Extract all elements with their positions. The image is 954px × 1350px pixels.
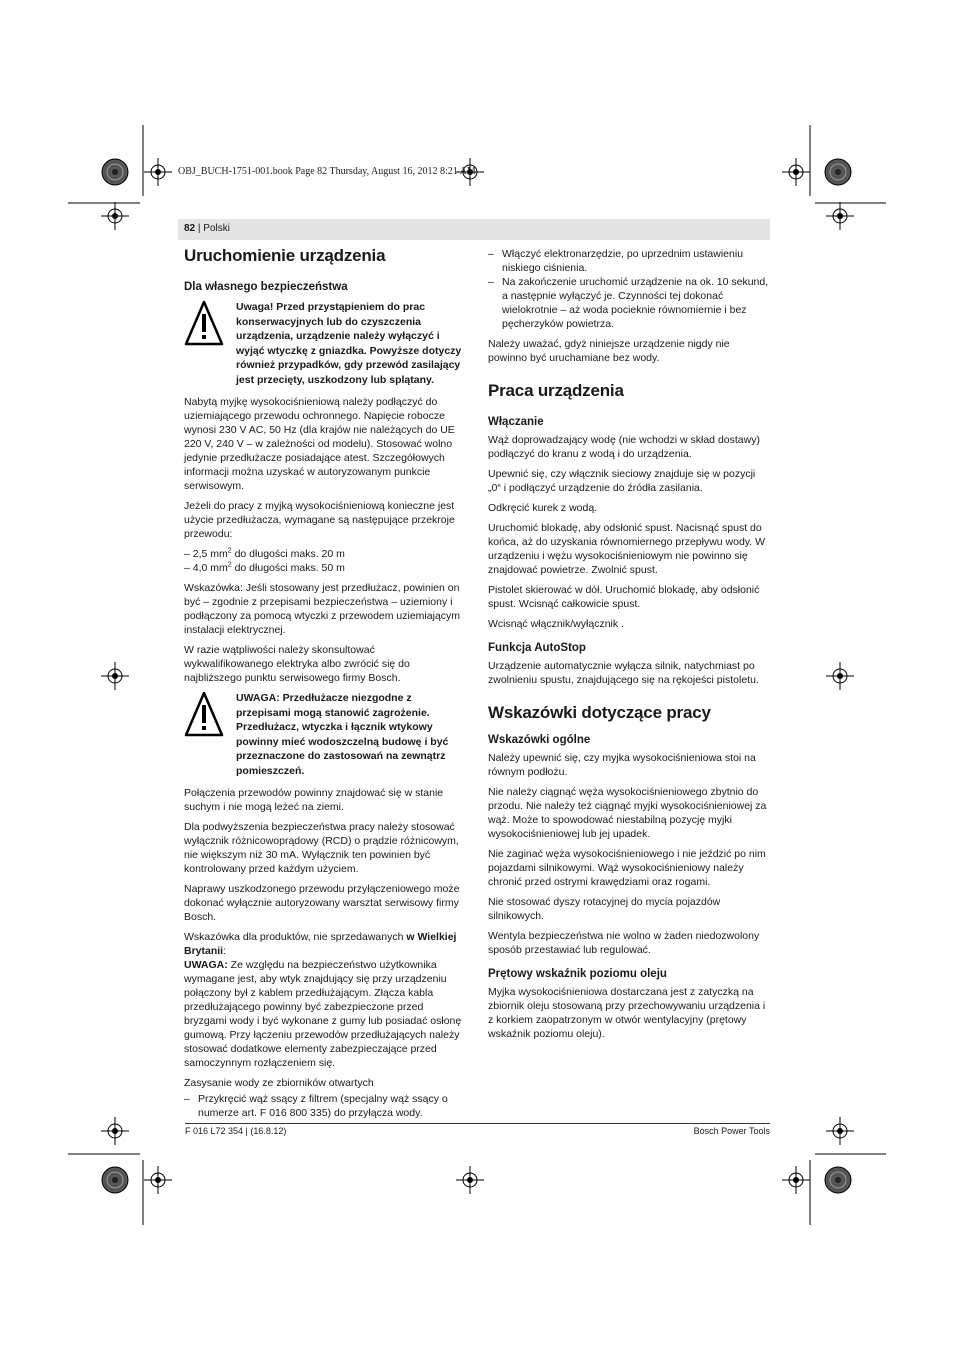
subheading-safety: Dla własnego bezpieczeństwa [184, 281, 348, 293]
registration-cross-icon [101, 1117, 129, 1145]
paragraph: Wcisnąć włącznik/wyłącznik . [488, 618, 624, 630]
registration-wheel-icon [825, 1167, 851, 1193]
registration-cross-icon [782, 1166, 810, 1194]
paragraph: Nie należy ciągnąć węża wysokociśnieniowego zbytnio do przodu. Nie należy też ciągnąć myjki wysokociśnieniowej za wąż. Może to spowodować niestabilną pozycję myjki wysokociśnieniowej lub jej upadek. [488, 786, 767, 840]
paragraph: Wąż doprowadzający wodę (nie wchodzi w skład dostawy) podłączyć do kranu z wodą i do urządzenia. [488, 434, 760, 460]
registration-cross-icon [826, 662, 854, 690]
subheading-switch-on: Włączanie [488, 416, 544, 428]
paragraph: Dla podwyższenia bezpieczeństwa pracy należy stosować wyłącznik różnicowoprądowy (RCD) o prądzie różnicowym, nie większym niż 30 mA. Wyłącznik ten powinien być kontrolowany przed każdym użyciem. [184, 821, 459, 875]
warning-text: UWAGA: Przedłużacze niezgodne z przepisami mogą stanowić zagrożenie. Przedłużacz, wtyczka i łącznik wtykowy powinny mieć wodoszczelną budowę i być przeznaczone do zastosowań na zewnątrz pomieszczeń. [236, 692, 449, 777]
registration-cross-icon [144, 158, 172, 186]
paragraph: Wskazówka: Jeśli stosowany jest przedłużacz, powinien on być – zgodnie z przepisami bezpieczeństwa – uziemiony i podłączony za pomocą wtyczki z przewodem uziemiającym instalacji elektrycznej. [184, 582, 461, 636]
paragraph: Należy uważać, gdyż niniejsze urządzenie nigdy nie powinno być uruchamiane bez wody. [488, 338, 730, 364]
footer-brand: Bosch Power Tools [693, 1126, 770, 1136]
paragraph: Urządzenie automatycznie wyłącza silnik, natychmiast po zwolnieniu spustu, znajdującego się na rękojeści pistoletu. [488, 660, 759, 686]
cable-spec: – 2,5 $mm^2$ do długości maks. 20 m [184, 547, 345, 560]
paragraph: W razie wątpliwości należy skonsultować wykwalifikowanego elektryka albo zwrócić się do najbliższego punktu serwisowego firmy Bosch. [184, 644, 410, 684]
paragraph: Nie stosować dyszy rotacyjnej do mycia pojazdów silnikowych. [488, 896, 721, 922]
right-column [488, 247, 770, 1047]
paragraph: Zasysanie wody ze zbiorników otwartych [184, 1077, 374, 1089]
warning-block [184, 300, 466, 387]
paragraph: Upewnić się, czy włącznik sieciowy znajduje się w pozycji „0“ i podłączyć urządzenie do źródła zasilania. [488, 468, 756, 494]
paragraph: Odkręcić kurek z wodą. [488, 502, 598, 514]
subheading-general: Wskazówki ogólne [488, 734, 591, 746]
registration-wheel-icon [102, 159, 128, 185]
section-title-start: Uruchomienie urządzenia [184, 246, 386, 265]
left-column [184, 246, 466, 1126]
paragraph: UWAGA: Ze względu na bezpieczeństwo użytkownika wymagane jest, aby wtyk znajdujący się przy urządzeniu połączony był z kablem przedłużającym. Złącza kabla przedłużającego powinny być zabezpieczone przed bryzgami wody i być wykonane z gumy lub posiadać osłonę gumową. Przy łączeniu przewodów przedłużających należy stosować dodatkowe elementy zabezpieczające przed samoczynnym rozłączeniem się. [184, 959, 462, 1069]
paragraph: Wentyla bezpieczeństwa nie wolno w żaden niedozwolony sposób przestawiać lub regulować. [488, 930, 760, 956]
registration-cross-icon [782, 158, 810, 186]
list-item: – Włączyć elektronarzędzie, po uprzednim ustawieniu niskiego ciśnienia. [488, 248, 744, 274]
paragraph: Pistolet skierować w dół. Uruchomić blokadę, aby odsłonić spust. Wcisnąć całkowicie spust. [488, 584, 760, 610]
paragraph: Wskazówka dla produktów, nie sprzedawanych w Wielkiej Brytanii: [184, 931, 457, 957]
section-title-operation: Praca urządzenia [488, 381, 624, 400]
registration-cross-icon [826, 202, 854, 230]
paragraph: Należy upewnić się, czy myjka wysokociśnieniowa stoi na równym podłożu. [488, 752, 756, 778]
registration-wheel-icon [102, 1167, 128, 1193]
paragraph: Połączenia przewodów powinny znajdować się w stanie suchym i nie mogą leżeć na ziemi. [184, 787, 444, 813]
subheading-autostop: Funkcja AutoStop [488, 642, 586, 654]
paragraph: Jeżeli do pracy z myjką wysokociśnieniową konieczne jest użycie przedłużacza, wymagane są następujące przekroje przewodu: [184, 500, 455, 540]
paragraph: Nabytą myjkę wysokociśnieniową należy podłączyć do uziemiającego przewodu ochronnego. Napięcie robocze wynosi 230 V AC, 50 Hz (dla krajów nie należących do UE 220 V, 240 V – w zależności od modelu). Stosować wolno jedynie przedłużacze posiadające atest. Szczegółowych informacji można uzyskać w autoryzowanym punkcie serwisowym. [184, 396, 455, 492]
subheading-oil-dipstick: Prętowy wskaźnik poziomu oleju [488, 968, 667, 980]
registration-cross-icon [101, 662, 129, 690]
registration-cross-icon [144, 1166, 172, 1194]
warning-triangle-icon [184, 691, 236, 778]
registration-cross-icon [456, 1166, 484, 1194]
footer-divider [185, 1123, 770, 1124]
paragraph: Nie zaginać węża wysokociśnieniowego i nie jeździć po nim pojazdami silnikowymi. Wąż wysokociśnieniowy należy chronić przed ostrymi krawędziami oraz rogami. [488, 848, 766, 888]
registration-cross-icon [826, 1117, 854, 1145]
print-slug: OBJ_BUCH-1751-001.book Page 82 Thursday, August 16, 2012 8:21 AM [178, 166, 476, 177]
footer-doc-code: F 016 L72 354 | (16.8.12) [185, 1126, 287, 1136]
paragraph: Myjka wysokociśnieniowa dostarczana jest z zatyczką na zbiornik oleju stosowaną przy przechowywaniu urządzenia i z korkiem zaopatrzonym w otwór wentylacyjny (prętowy wskaźnik poziomu oleju). [488, 986, 766, 1040]
page-header: 82 | Polski [178, 219, 770, 240]
warning-text: Uwaga! Przed przystąpieniem do prac konserwacyjnych lub do czyszczenia urządzenia, urządzenie należy wyłączyć i wyjąć wtyczkę z gniazdka. Powyższe dotyczy również przypadków, gdy przewód zasilający jest przecięty, uszkodzony lub splątany. [236, 301, 462, 386]
header-language: Polski [203, 223, 230, 234]
list-item: – Przykręcić wąż ssący z filtrem (specjalny wąż ssący o numerze art. F 016 800 335) do przyłącza wody. [184, 1093, 448, 1119]
registration-cross-icon [101, 202, 129, 230]
registration-wheel-icon [825, 159, 851, 185]
paragraph: Naprawy uszkodzonego przewodu przyłączeniowego może dokonać wyłącznie autoryzowany warsztat serwisowy firmy Bosch. [184, 883, 460, 923]
section-title-tips: Wskazówki dotyczące pracy [488, 703, 711, 722]
page-number: 82 [184, 223, 196, 234]
warning-triangle-icon [184, 300, 236, 387]
list-item: – Na zakończenie uruchomić urządzenie na ok. 10 sekund, a następnie wyłączyć je. Czynności tej dokonać wielokrotnie – aż woda pocieknie równomiernie i bez pęcherzyków powietrza. [488, 276, 769, 330]
paragraph: Uruchomić blokadę, aby odsłonić spust. Nacisnąć spust do końca, aż do uzyskania równomiernego przepływu wody. W urządzeniu i wężu wysokociśnieniowym nie powinno się znajdować powietrze. Zwolnić spust. [488, 522, 766, 576]
warning-block [184, 691, 466, 778]
cable-spec: – 4,0 $mm^2$ do długości maks. 50 m [184, 561, 345, 574]
